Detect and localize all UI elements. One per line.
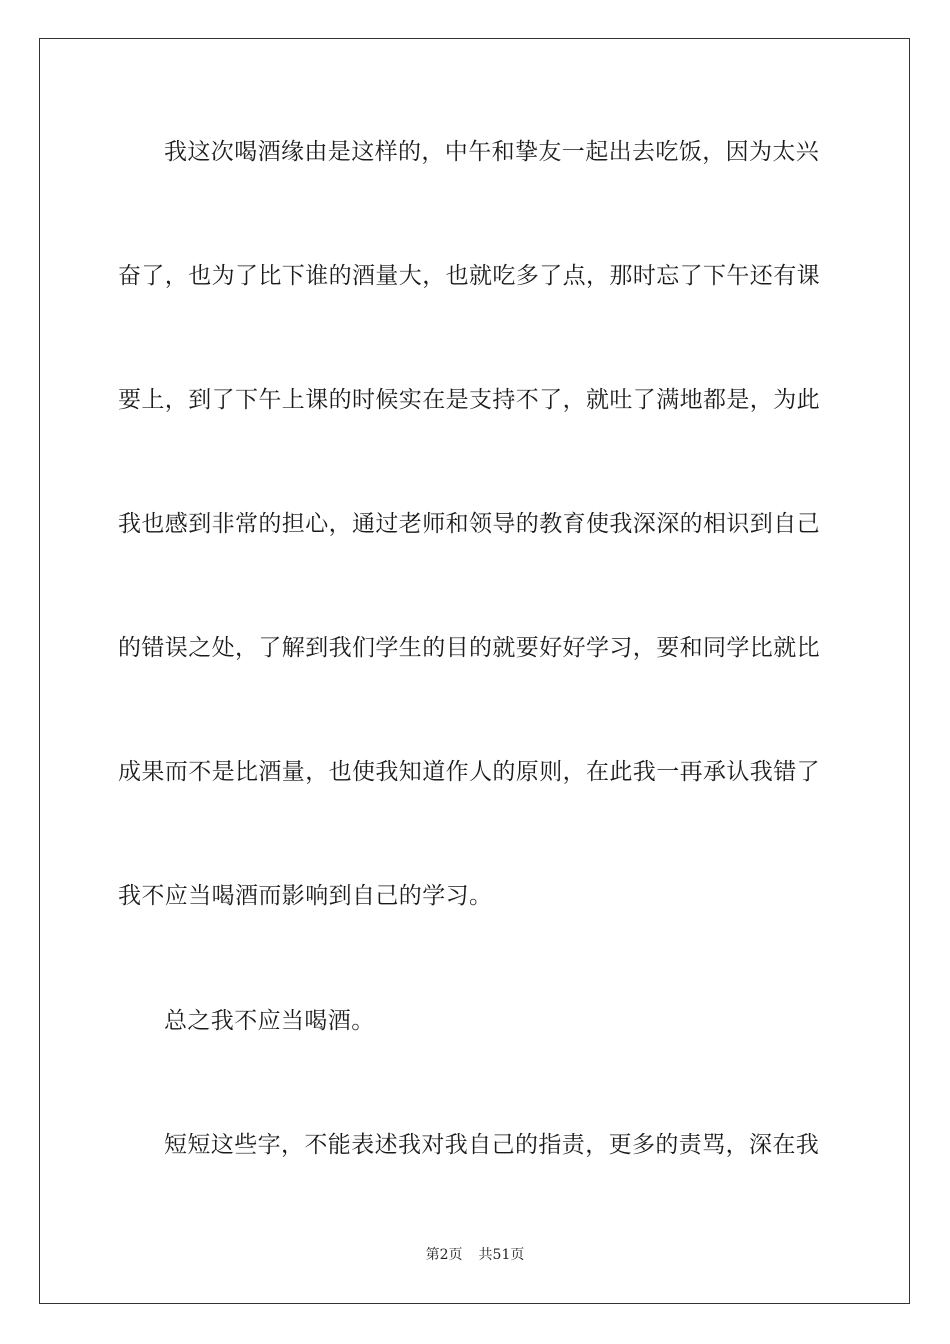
paragraph-line-9: 短短这些字，不能表述我对我自己的指责，更多的责骂，深在我 (164, 1132, 820, 1158)
page-frame (39, 38, 910, 1304)
page-total: 共51页 (478, 1247, 525, 1263)
paragraph-line-2: 奋了，也为了比下谁的酒量大，也就吃多了点，那时忘了下午还有课 (118, 263, 820, 289)
paragraph-line-6: 成果而不是比酒量，也使我知道作人的原则，在此我一再承认我错了 (118, 759, 820, 785)
paragraph-line-5: 的错误之处，了解到我们学生的目的就要好好学习，要和同学比就比 (118, 635, 820, 661)
paragraph-line-4: 我也感到非常的担心，通过老师和领导的教育使我深深的相识到自己 (118, 511, 820, 537)
paragraph-line-8: 总之我不应当喝酒。 (164, 1008, 375, 1034)
paragraph-line-1: 我这次喝酒缘由是这样的，中午和挚友一起出去吃饭，因为太兴 (164, 139, 820, 165)
page-footer (0, 1246, 950, 1264)
paragraph-line-7: 我不应当喝酒而影响到自己的学习。 (118, 883, 493, 909)
page-number: 第2页 (425, 1247, 463, 1263)
paragraph-line-3: 要上，到了下午上课的时候实在是支持不了，就吐了满地都是，为此 (118, 387, 820, 413)
